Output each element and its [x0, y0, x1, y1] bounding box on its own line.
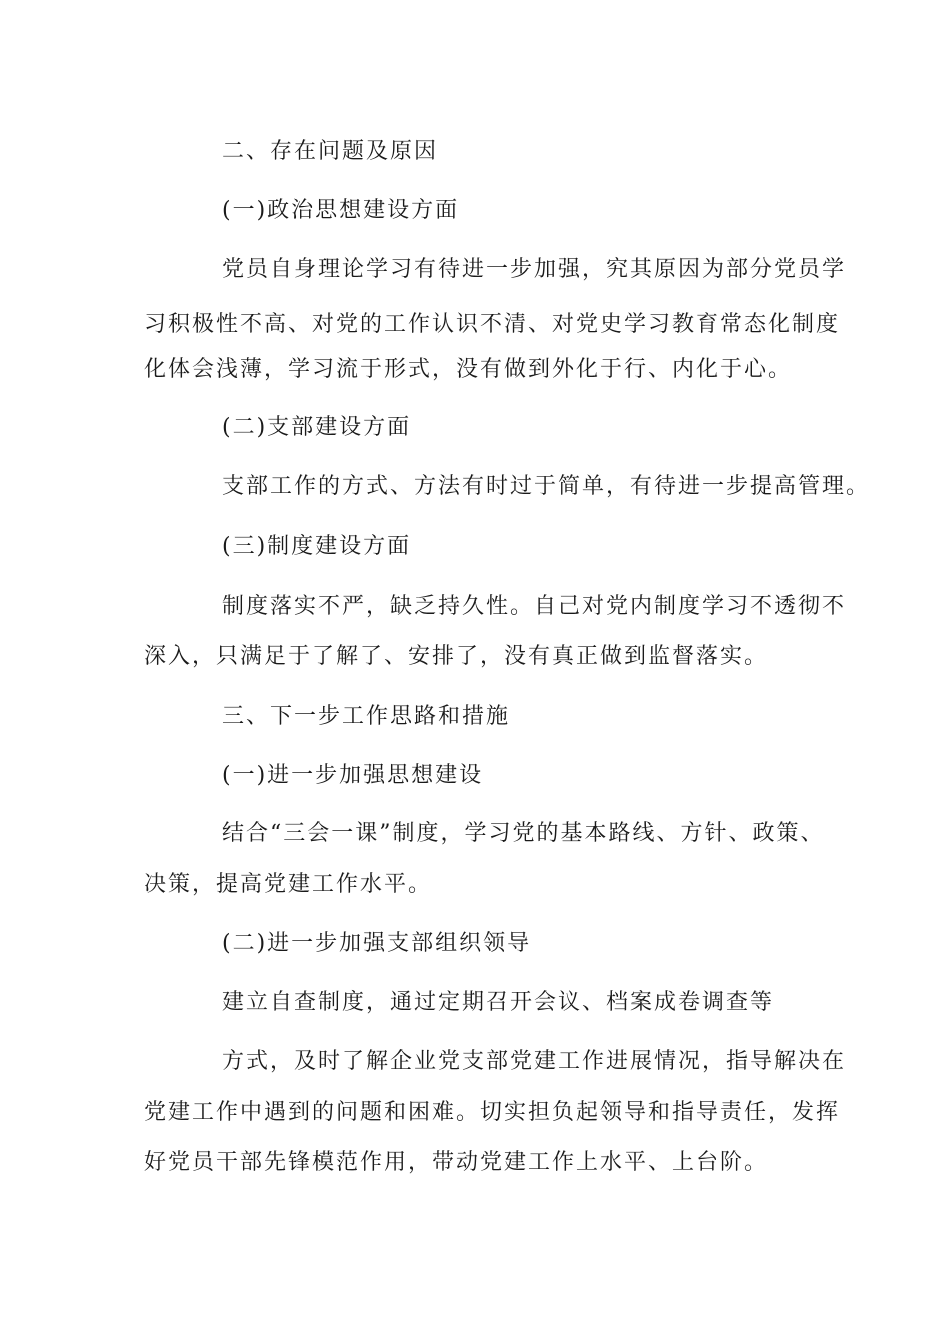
paragraph-line: 结合“三会一课”制度，学习党的基本路线、方针、政策、 [222, 821, 825, 846]
subsection-heading: (一)政治思想建设方面 [222, 198, 460, 223]
subsection-heading: (三)制度建设方面 [222, 534, 412, 559]
paragraph-line: 党建工作中遇到的问题和困难。切实担负起领导和指导责任，发挥 [144, 1100, 841, 1125]
subsection-heading: (一)进一步加强思想建设 [222, 763, 484, 788]
paragraph-line: 支部工作的方式、方法有时过于简单，有待进一步提高管理。 [222, 474, 871, 499]
paragraph-line: 方式，及时了解企业党支部党建工作进展情况，指导解决在 [222, 1049, 847, 1074]
section-heading: 三、下一步工作思路和措施 [222, 704, 511, 729]
paragraph-line: 制度落实不严，缺乏持久性。自己对党内制度学习不透彻不 [222, 594, 847, 619]
paragraph-line: 好党员干部先锋模范作用，带动党建工作上水平、上台阶。 [144, 1150, 769, 1175]
paragraph-line: 党员自身理论学习有待进一步加强，究其原因为部分党员学 [222, 257, 847, 282]
paragraph-line: 深入，只满足于了解了、安排了，没有真正做到监督落实。 [144, 644, 769, 669]
section-heading: 二、存在问题及原因 [222, 139, 439, 164]
subsection-heading: (二)支部建设方面 [222, 415, 412, 440]
paragraph-line: 建立自查制度，通过定期召开会议、档案成卷调查等 [222, 990, 775, 1015]
subsection-heading: (二)进一步加强支部组织领导 [222, 931, 532, 956]
paragraph-line: 决策，提高党建工作水平。 [144, 872, 433, 897]
paragraph-line: 化体会浅薄，学习流于形式，没有做到外化于行、内化于心。 [144, 357, 793, 382]
paragraph-line: 习积极性不高、对党的工作认识不清、对党史学习教育常态化制度 [144, 312, 841, 337]
